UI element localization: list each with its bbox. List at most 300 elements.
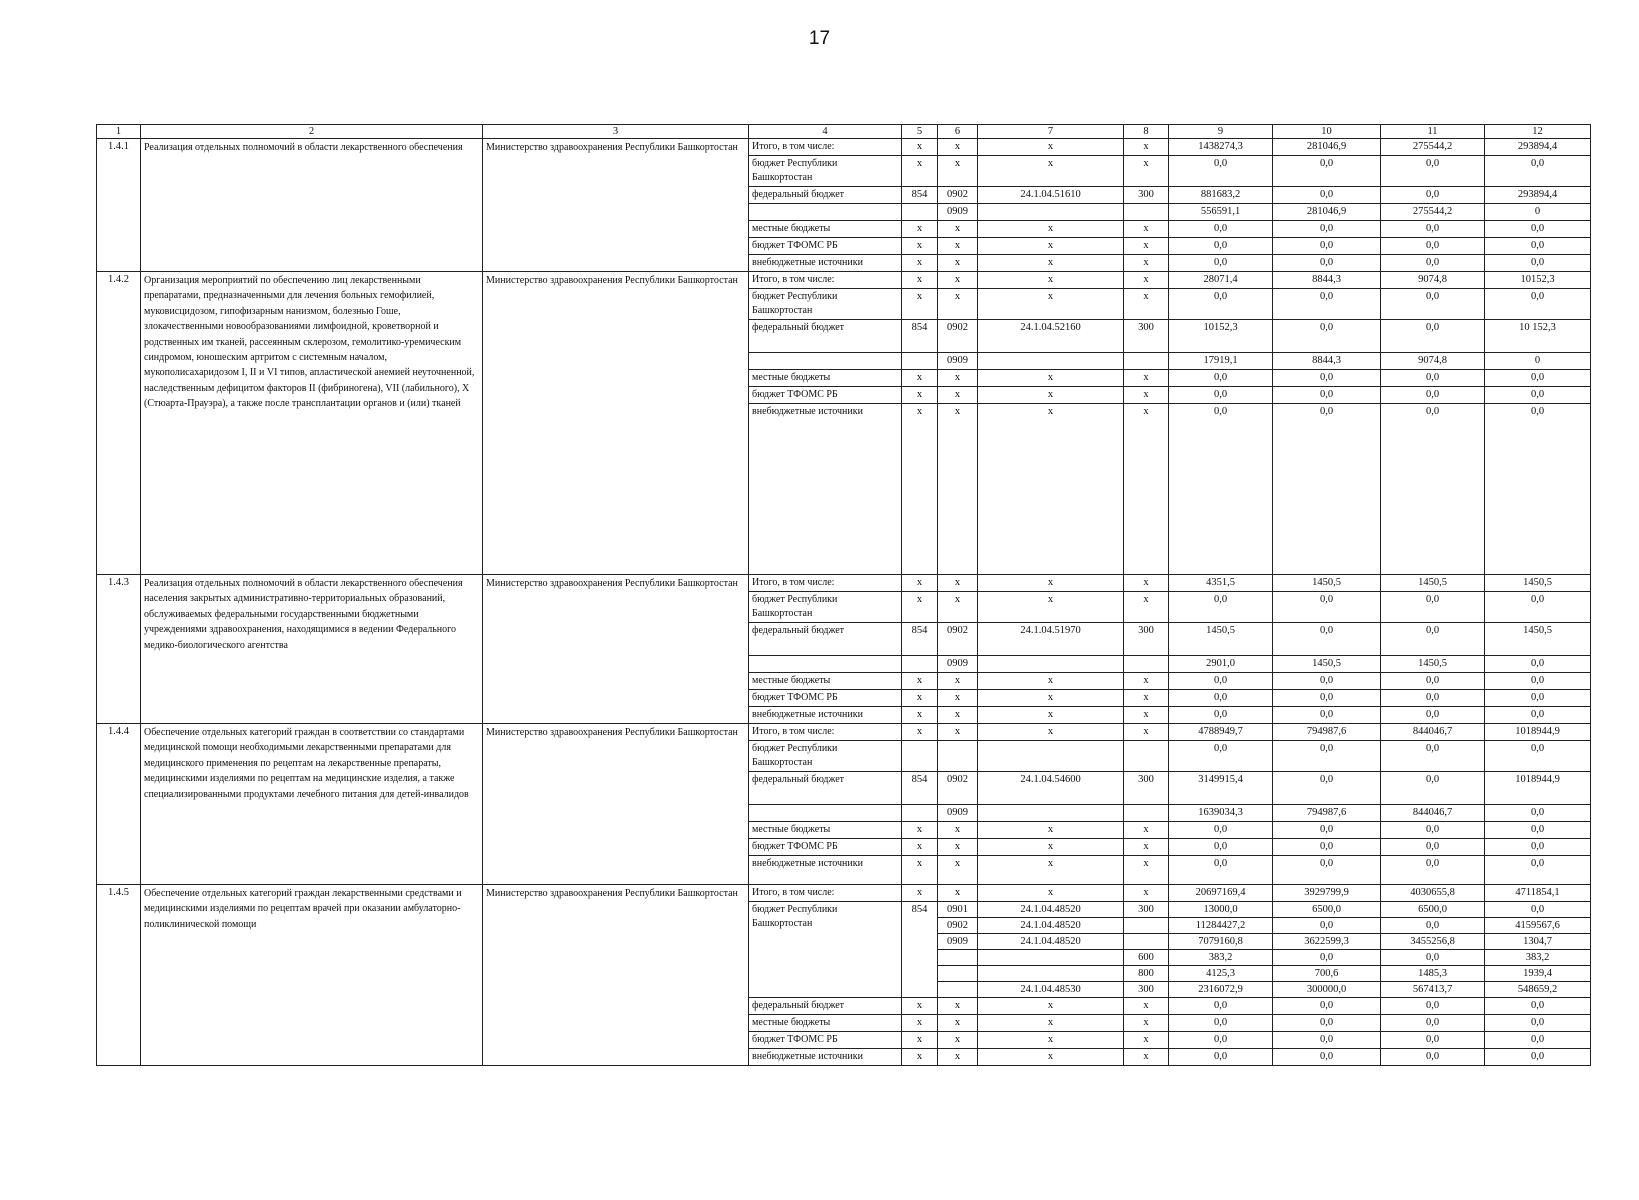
table-cell: 0,0 bbox=[1169, 592, 1273, 623]
funding-source: Итого, в том числе: bbox=[749, 575, 902, 592]
table-cell: x bbox=[938, 272, 978, 289]
table-cell: 0,0 bbox=[1273, 998, 1381, 1015]
table-cell: 300 bbox=[1124, 902, 1169, 918]
table-cell: x bbox=[1124, 289, 1169, 320]
table-cell: x bbox=[1124, 387, 1169, 404]
table-cell: 0,0 bbox=[1273, 772, 1381, 805]
table-cell: 0,0 bbox=[1273, 592, 1381, 623]
table-cell: 6500,0 bbox=[1381, 902, 1485, 918]
table-cell: x bbox=[902, 156, 938, 187]
table-cell: 3929799,9 bbox=[1273, 885, 1381, 902]
activity-description: Обеспечение отдельных категорий граждан лекарственными средствами и медицинскими изделиями по рецептам врачей при оказании амбулаторно-поликлинической помощи bbox=[141, 885, 483, 1066]
table-cell bbox=[978, 656, 1124, 673]
table-cell bbox=[1124, 204, 1169, 221]
table-cell: x bbox=[978, 255, 1124, 272]
table-cell: 0,0 bbox=[1485, 902, 1591, 918]
table-cell: 0 bbox=[1485, 204, 1591, 221]
table-cell: 0,0 bbox=[1273, 950, 1381, 966]
table-cell: 0,0 bbox=[1273, 1032, 1381, 1049]
funding-source: внебюджетные источники bbox=[749, 255, 902, 272]
table-cell: 4711854,1 bbox=[1485, 885, 1591, 902]
table-row bbox=[97, 724, 1591, 741]
table-cell bbox=[902, 805, 938, 822]
table-cell bbox=[1124, 934, 1169, 950]
table-cell: 0909 bbox=[938, 805, 978, 822]
table-cell: 0,0 bbox=[1381, 772, 1485, 805]
table-cell: x bbox=[902, 1049, 938, 1066]
table-cell: x bbox=[1124, 822, 1169, 839]
table-cell: x bbox=[1124, 255, 1169, 272]
table-cell: 0,0 bbox=[1485, 592, 1591, 623]
table-cell: 0,0 bbox=[1169, 1032, 1273, 1049]
table-cell: x bbox=[978, 370, 1124, 387]
table-cell: 0902 bbox=[938, 623, 978, 656]
table-cell: x bbox=[1124, 575, 1169, 592]
table-cell: 6500,0 bbox=[1273, 902, 1381, 918]
row-number: 1.4.4 bbox=[97, 724, 141, 885]
table-cell: 0,0 bbox=[1485, 673, 1591, 690]
table-cell: x bbox=[1124, 673, 1169, 690]
table-cell: 854 bbox=[902, 187, 938, 204]
table-cell: 0,0 bbox=[1381, 918, 1485, 934]
table-cell: x bbox=[902, 822, 938, 839]
table-cell: x bbox=[938, 1049, 978, 1066]
table-cell: 0,0 bbox=[1485, 690, 1591, 707]
table-cell: 293894,4 bbox=[1485, 139, 1591, 156]
table-cell: 1450,5 bbox=[1485, 575, 1591, 592]
table-cell: x bbox=[978, 1049, 1124, 1066]
column-number-row bbox=[97, 125, 1591, 139]
row-number: 1.4.3 bbox=[97, 575, 141, 724]
table-cell: x bbox=[978, 724, 1124, 741]
table-cell: 300 bbox=[1124, 187, 1169, 204]
table-cell bbox=[1124, 741, 1169, 772]
table-cell: 0,0 bbox=[1381, 623, 1485, 656]
table-cell: 0,0 bbox=[1273, 839, 1381, 856]
table-cell: 0,0 bbox=[1169, 673, 1273, 690]
funding-source: Итого, в том числе: bbox=[749, 272, 902, 289]
table-cell: x bbox=[978, 387, 1124, 404]
column-number: 5 bbox=[902, 125, 938, 139]
table-cell: x bbox=[902, 998, 938, 1015]
table-cell: x bbox=[902, 690, 938, 707]
table-cell: 0,0 bbox=[1169, 238, 1273, 255]
table-cell bbox=[978, 805, 1124, 822]
table-cell: x bbox=[1124, 1032, 1169, 1049]
table-cell: x bbox=[902, 707, 938, 724]
table-cell bbox=[978, 966, 1124, 982]
table-cell: x bbox=[902, 238, 938, 255]
table-cell: x bbox=[1124, 592, 1169, 623]
table-cell: 0,0 bbox=[1381, 673, 1485, 690]
table-cell: 0,0 bbox=[1381, 370, 1485, 387]
table-cell: x bbox=[938, 139, 978, 156]
table-cell: 0,0 bbox=[1485, 741, 1591, 772]
funding-source bbox=[749, 656, 902, 673]
table-cell bbox=[978, 950, 1124, 966]
table-cell: x bbox=[978, 156, 1124, 187]
table-cell: 281046,9 bbox=[1273, 139, 1381, 156]
table-cell: 0,0 bbox=[1169, 822, 1273, 839]
table-cell: x bbox=[1124, 724, 1169, 741]
table-cell: 1450,5 bbox=[1485, 623, 1591, 656]
table-cell: x bbox=[978, 822, 1124, 839]
table-cell: 0,0 bbox=[1273, 623, 1381, 656]
table-row bbox=[97, 885, 1591, 902]
funding-source: бюджет ТФОМС РБ bbox=[749, 839, 902, 856]
table-cell: 0,0 bbox=[1273, 856, 1381, 885]
table-cell: 20697169,4 bbox=[1169, 885, 1273, 902]
table-cell: 0,0 bbox=[1485, 156, 1591, 187]
table-row bbox=[97, 139, 1591, 156]
funding-source: бюджет Республики Башкортостан bbox=[749, 902, 902, 998]
table-cell: x bbox=[978, 1015, 1124, 1032]
table-cell: x bbox=[1124, 998, 1169, 1015]
table-cell: x bbox=[978, 139, 1124, 156]
funding-source: внебюджетные источники bbox=[749, 1049, 902, 1066]
table-cell: x bbox=[938, 156, 978, 187]
table-cell: x bbox=[978, 272, 1124, 289]
responsible-executor: Министерство здравоохранения Республики Башкортостан bbox=[483, 885, 749, 1066]
table-cell: 0,0 bbox=[1273, 387, 1381, 404]
funding-source: бюджет ТФОМС РБ bbox=[749, 1032, 902, 1049]
table-cell: 0,0 bbox=[1381, 404, 1485, 575]
table-cell: 0902 bbox=[938, 187, 978, 204]
column-number: 8 bbox=[1124, 125, 1169, 139]
table-cell: 13000,0 bbox=[1169, 902, 1273, 918]
funding-source: Итого, в том числе: bbox=[749, 139, 902, 156]
table-cell: 0,0 bbox=[1485, 1015, 1591, 1032]
table-cell: 10 152,3 bbox=[1485, 320, 1591, 353]
table-cell: 854 bbox=[902, 623, 938, 656]
responsible-executor: Министерство здравоохранения Республики Башкортостан bbox=[483, 724, 749, 885]
table-cell: 0,0 bbox=[1169, 221, 1273, 238]
table-cell: 3149915,4 bbox=[1169, 772, 1273, 805]
table-cell: 0,0 bbox=[1381, 1015, 1485, 1032]
table-cell: 0,0 bbox=[1485, 387, 1591, 404]
funding-source: федеральный бюджет bbox=[749, 187, 902, 204]
table-cell: 0,0 bbox=[1169, 1015, 1273, 1032]
table-cell: 0,0 bbox=[1485, 1049, 1591, 1066]
table-cell: 0,0 bbox=[1273, 238, 1381, 255]
table-cell: x bbox=[902, 1032, 938, 1049]
table-cell: 1450,5 bbox=[1273, 656, 1381, 673]
activity-description: Реализация отдельных полномочий в области лекарственного обеспечения населения закрытых административно-территориальных образований, обслуживаемых федеральными государственными бюджетными учреждениями здравоохранения, находящимися в ведении Федерального медико-биологического агентства bbox=[141, 575, 483, 724]
table-cell: 28071,4 bbox=[1169, 272, 1273, 289]
table-cell: 383,2 bbox=[1485, 950, 1591, 966]
funding-source: бюджет Республики Башкортостан bbox=[749, 741, 902, 772]
table-cell: x bbox=[1124, 156, 1169, 187]
table-cell: 0,0 bbox=[1169, 707, 1273, 724]
table-cell: 11284427,2 bbox=[1169, 918, 1273, 934]
table-cell: 0,0 bbox=[1273, 187, 1381, 204]
table-cell: 0,0 bbox=[1381, 187, 1485, 204]
table-cell bbox=[938, 950, 978, 966]
table-cell: 9074,8 bbox=[1381, 353, 1485, 370]
table-cell bbox=[978, 741, 1124, 772]
table-cell: x bbox=[902, 592, 938, 623]
table-cell: 24.1.04.51610 bbox=[978, 187, 1124, 204]
table-cell: 600 bbox=[1124, 950, 1169, 966]
table-cell: x bbox=[902, 673, 938, 690]
funding-source bbox=[749, 805, 902, 822]
table-cell: x bbox=[902, 885, 938, 902]
table-cell: 0,0 bbox=[1169, 690, 1273, 707]
table-cell: x bbox=[1124, 1015, 1169, 1032]
table-cell: x bbox=[938, 998, 978, 1015]
table-cell: x bbox=[902, 575, 938, 592]
table-cell: x bbox=[1124, 690, 1169, 707]
table-cell: 0,0 bbox=[1169, 839, 1273, 856]
table-cell: 3455256,8 bbox=[1381, 934, 1485, 950]
funding-source: внебюджетные источники bbox=[749, 856, 902, 885]
table-cell: 0,0 bbox=[1485, 404, 1591, 575]
table-cell: 0,0 bbox=[1273, 221, 1381, 238]
table-cell: 17919,1 bbox=[1169, 353, 1273, 370]
table-cell: 0,0 bbox=[1273, 690, 1381, 707]
table-cell: 1018944,9 bbox=[1485, 724, 1591, 741]
table-cell: 0902 bbox=[938, 772, 978, 805]
activity-description: Реализация отдельных полномочий в области лекарственного обеспечения bbox=[141, 139, 483, 272]
table-cell: x bbox=[1124, 707, 1169, 724]
table-cell: 0,0 bbox=[1485, 656, 1591, 673]
table-cell: x bbox=[938, 592, 978, 623]
row-number: 1.4.2 bbox=[97, 272, 141, 575]
funding-source: внебюджетные источники bbox=[749, 404, 902, 575]
table-cell: 0909 bbox=[938, 353, 978, 370]
table-cell: 0,0 bbox=[1485, 1032, 1591, 1049]
table-cell: 0,0 bbox=[1273, 255, 1381, 272]
table-cell: x bbox=[938, 724, 978, 741]
table-cell: 281046,9 bbox=[1273, 204, 1381, 221]
table-cell: x bbox=[938, 289, 978, 320]
table-cell: 1304,7 bbox=[1485, 934, 1591, 950]
table-cell: 0,0 bbox=[1381, 238, 1485, 255]
table-cell: x bbox=[1124, 370, 1169, 387]
funding-source: Итого, в том числе: bbox=[749, 885, 902, 902]
table-cell: 0,0 bbox=[1381, 707, 1485, 724]
table-cell: 0,0 bbox=[1381, 690, 1485, 707]
table-cell: 0,0 bbox=[1485, 805, 1591, 822]
table-cell bbox=[938, 966, 978, 982]
table-cell: 0,0 bbox=[1485, 255, 1591, 272]
table-cell: 300 bbox=[1124, 623, 1169, 656]
table-cell: 0,0 bbox=[1381, 1032, 1485, 1049]
table-cell: 275544,2 bbox=[1381, 139, 1485, 156]
table-cell: 0,0 bbox=[1381, 950, 1485, 966]
table-cell: x bbox=[902, 1015, 938, 1032]
funding-source bbox=[749, 204, 902, 221]
table-cell: x bbox=[978, 839, 1124, 856]
funding-source: федеральный бюджет bbox=[749, 998, 902, 1015]
table-cell: x bbox=[1124, 139, 1169, 156]
table-cell: 881683,2 bbox=[1169, 187, 1273, 204]
table-row bbox=[97, 575, 1591, 592]
table-cell: 0,0 bbox=[1169, 998, 1273, 1015]
table-cell bbox=[902, 353, 938, 370]
table-cell bbox=[1124, 353, 1169, 370]
table-cell: x bbox=[1124, 1049, 1169, 1066]
table-cell: 4351,5 bbox=[1169, 575, 1273, 592]
table-row bbox=[97, 272, 1591, 289]
table-cell: 7079160,8 bbox=[1169, 934, 1273, 950]
table-cell: x bbox=[902, 272, 938, 289]
table-cell: 0,0 bbox=[1381, 255, 1485, 272]
table-cell bbox=[938, 741, 978, 772]
table-cell: x bbox=[978, 707, 1124, 724]
table-cell: x bbox=[1124, 885, 1169, 902]
table-cell: 0902 bbox=[938, 320, 978, 353]
table-cell: 300 bbox=[1124, 982, 1169, 998]
table-cell: x bbox=[978, 575, 1124, 592]
table-cell: 0,0 bbox=[1169, 370, 1273, 387]
page-number: 17 bbox=[808, 28, 831, 49]
funding-source: бюджет ТФОМС РБ bbox=[749, 690, 902, 707]
table-cell bbox=[902, 656, 938, 673]
table-cell: 24.1.04.48520 bbox=[978, 918, 1124, 934]
funding-source: местные бюджеты bbox=[749, 221, 902, 238]
table-cell: 1018944,9 bbox=[1485, 772, 1591, 805]
table-cell: 0,0 bbox=[1485, 707, 1591, 724]
table-cell: 24.1.04.51970 bbox=[978, 623, 1124, 656]
table-cell: 8844,3 bbox=[1273, 272, 1381, 289]
table-cell: 0,0 bbox=[1381, 839, 1485, 856]
table-cell: x bbox=[978, 404, 1124, 575]
table-cell: x bbox=[1124, 839, 1169, 856]
column-number: 1 bbox=[97, 125, 141, 139]
table-cell: x bbox=[902, 289, 938, 320]
table-cell: x bbox=[902, 370, 938, 387]
table-cell: 0,0 bbox=[1169, 255, 1273, 272]
column-number: 11 bbox=[1381, 125, 1485, 139]
table-cell: x bbox=[978, 690, 1124, 707]
funding-source: бюджет Республики Башкортостан bbox=[749, 289, 902, 320]
table-cell: 0,0 bbox=[1273, 404, 1381, 575]
table-cell: x bbox=[978, 856, 1124, 885]
table-cell: 1450,5 bbox=[1169, 623, 1273, 656]
table-cell: 3622599,3 bbox=[1273, 934, 1381, 950]
funding-source: местные бюджеты bbox=[749, 822, 902, 839]
table-cell: x bbox=[978, 673, 1124, 690]
table-cell: 10152,3 bbox=[1485, 272, 1591, 289]
funding-source: внебюджетные источники bbox=[749, 707, 902, 724]
table-cell: 800 bbox=[1124, 966, 1169, 982]
table-cell: 275544,2 bbox=[1381, 204, 1485, 221]
table-cell: x bbox=[902, 221, 938, 238]
table-cell: 0,0 bbox=[1381, 320, 1485, 353]
table-cell: 567413,7 bbox=[1381, 982, 1485, 998]
table-cell: x bbox=[938, 238, 978, 255]
table-cell: 1450,5 bbox=[1381, 575, 1485, 592]
table-cell: 0,0 bbox=[1169, 289, 1273, 320]
funding-source: федеральный бюджет bbox=[749, 320, 902, 353]
table-cell: 794987,6 bbox=[1273, 805, 1381, 822]
table-cell: 0,0 bbox=[1485, 822, 1591, 839]
table-cell: x bbox=[938, 404, 978, 575]
table-cell: x bbox=[1124, 856, 1169, 885]
table-cell: 24.1.04.54600 bbox=[978, 772, 1124, 805]
table-cell: 1939,4 bbox=[1485, 966, 1591, 982]
table-cell: x bbox=[938, 690, 978, 707]
table-cell: 794987,6 bbox=[1273, 724, 1381, 741]
table-cell: 0,0 bbox=[1381, 1049, 1485, 1066]
table-cell: 0,0 bbox=[1381, 221, 1485, 238]
table-cell: 1438274,3 bbox=[1169, 139, 1273, 156]
table-cell: 0,0 bbox=[1273, 156, 1381, 187]
table-cell: 0,0 bbox=[1485, 839, 1591, 856]
table-cell: 4030655,8 bbox=[1381, 885, 1485, 902]
table-cell: 700,6 bbox=[1273, 966, 1381, 982]
table-cell: x bbox=[902, 856, 938, 885]
funding-source: бюджет Республики Башкортостан bbox=[749, 156, 902, 187]
column-number: 2 bbox=[141, 125, 483, 139]
responsible-executor: Министерство здравоохранения Республики Башкортостан bbox=[483, 139, 749, 272]
table-cell: x bbox=[902, 255, 938, 272]
table-cell: x bbox=[938, 575, 978, 592]
row-number: 1.4.1 bbox=[97, 139, 141, 272]
table-cell: x bbox=[902, 387, 938, 404]
table-cell: 293894,4 bbox=[1485, 187, 1591, 204]
table-cell: x bbox=[938, 839, 978, 856]
funding-source: местные бюджеты bbox=[749, 673, 902, 690]
table-cell: 24.1.04.48530 bbox=[978, 982, 1124, 998]
table-cell: x bbox=[938, 1015, 978, 1032]
table-cell: 854 bbox=[902, 320, 938, 353]
table-cell bbox=[978, 353, 1124, 370]
table-cell: x bbox=[938, 885, 978, 902]
table-cell bbox=[1124, 656, 1169, 673]
table-cell: 24.1.04.52160 bbox=[978, 320, 1124, 353]
activity-description: Организация мероприятий по обеспечению лиц лекарственными препаратами, предназначенными для лечения больных гемофилией, муковисцидозом, гипофизарным нанизмом, болезнью Гоше, злокачественными новообразованиями лимфоидной, кроветворной и родственных им тканей, рассеянным склерозом, гемолитико-уремическим синдромом, юношеским артритом с системным началом, мукополисахаридозом I, II и VI типов, апластической анемией неуточненной, наследственным дефицитом факторов II (фибриногена), VII (лабильного), X (Стюарта-Прауэра), а также после трансплантации органов и (или) тканей bbox=[141, 272, 483, 575]
table-cell: 0,0 bbox=[1273, 1015, 1381, 1032]
table-cell: 854 bbox=[902, 902, 938, 998]
funding-source: Итого, в том числе: bbox=[749, 724, 902, 741]
responsible-executor: Министерство здравоохранения Республики Башкортостан bbox=[483, 575, 749, 724]
table-cell: 0,0 bbox=[1169, 856, 1273, 885]
table-cell: x bbox=[1124, 404, 1169, 575]
table-cell: x bbox=[938, 707, 978, 724]
table-cell: 556591,1 bbox=[1169, 204, 1273, 221]
column-number: 9 bbox=[1169, 125, 1273, 139]
table-cell: x bbox=[978, 592, 1124, 623]
table-cell: 1639034,3 bbox=[1169, 805, 1273, 822]
table-cell: 844046,7 bbox=[1381, 805, 1485, 822]
table-cell: 0,0 bbox=[1273, 741, 1381, 772]
table-cell: 0,0 bbox=[1381, 998, 1485, 1015]
activity-description: Обеспечение отдельных категорий граждан в соответствии со стандартами медицинской помощи необходимыми лекарственными препаратами для медицинского применения по рецептам на лекарственные препараты, медицинскими изделиями по рецептам на медицинские изделия, а также специализированными продуктами лечебного питания для детей-инвалидов bbox=[141, 724, 483, 885]
table-cell: 0909 bbox=[938, 934, 978, 950]
table-cell: 0,0 bbox=[1273, 1049, 1381, 1066]
table-cell: 0,0 bbox=[1381, 156, 1485, 187]
table-cell: x bbox=[902, 139, 938, 156]
table-cell: 0,0 bbox=[1273, 918, 1381, 934]
table-cell: x bbox=[902, 839, 938, 856]
table-cell: 8844,3 bbox=[1273, 353, 1381, 370]
table-cell: 2316072,9 bbox=[1169, 982, 1273, 998]
table-cell: 854 bbox=[902, 772, 938, 805]
table-cell: 0,0 bbox=[1273, 822, 1381, 839]
table-cell: x bbox=[978, 998, 1124, 1015]
table-cell: x bbox=[978, 885, 1124, 902]
table-cell: 4125,3 bbox=[1169, 966, 1273, 982]
table-cell: 10152,3 bbox=[1169, 320, 1273, 353]
table-cell bbox=[902, 741, 938, 772]
table-cell: x bbox=[902, 404, 938, 575]
table-cell: 0,0 bbox=[1485, 289, 1591, 320]
table-cell: 844046,7 bbox=[1381, 724, 1485, 741]
column-number: 7 bbox=[978, 125, 1124, 139]
table-cell: x bbox=[902, 724, 938, 741]
